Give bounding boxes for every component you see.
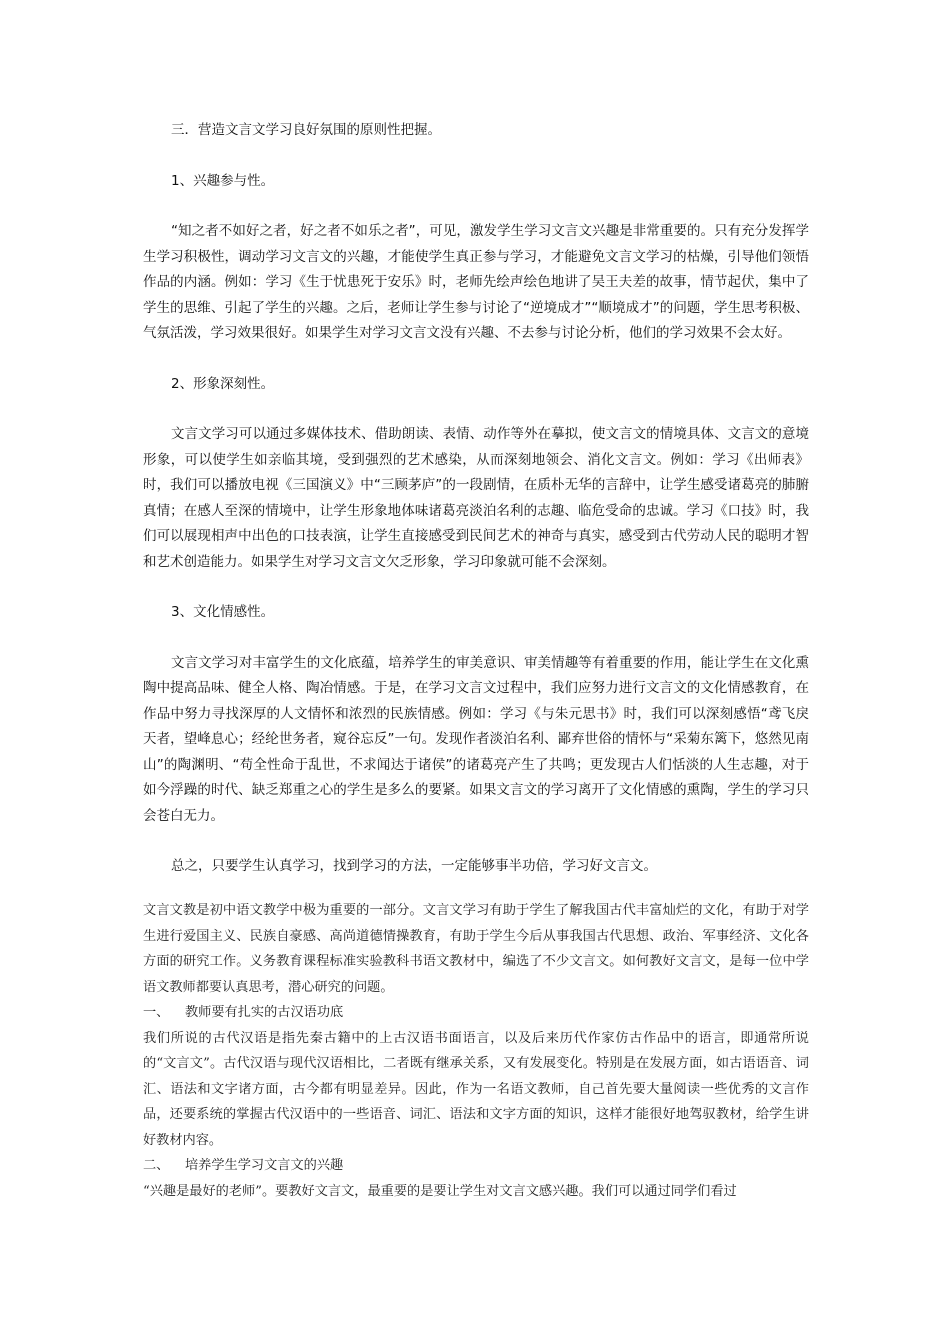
section-principles (143, 118, 809, 880)
paragraph-imagery: 文言文学习可以通过多媒体技术、借助朗读、表情、动作等外在摹拟，使文言文的情境具体、文言文的意境形象，可以使学生如亲临其境，受到强烈的艺术感染，从而深刻地领会、消化文言文。例如：学习《出师表》时，我们可以播放电视《三国演义》中“三顾茅庐”的一段剧情，在质朴无华的言辞中，让学生感受诸葛亮的肺腑真情；在感人至深的情境中，让学生形象地体味诸葛亮淡泊名利的志趣、临危受命的忠诚。学习《口技》时，我们可以展现相声中出色的口技表演，让学生直接感受到民间艺术的神奇与真实，感受到古代劳动人民的聪明才智和艺术创造能力。如果学生对学习文言文欠乏形象，学习印象就可能不会深刻。 (143, 426, 809, 570)
item-title-2: 培养学生学习文言文的兴趣 (185, 1158, 344, 1173)
item-heading-1 (143, 1000, 809, 1026)
item-title-1: 教师要有扎实的古汉语功底 (185, 1005, 344, 1020)
item-paragraph-1: 我们所说的古代汉语是指先秦古籍中的上古汉语书面语言，以及后来历代作家仿古作品中的语言，即通常所说的“文言文”。古代汉语与现代汉语相比，二者既有继承关系，又有发展变化。特别是在发展方面，如古语语音、词汇、语法和文字诸方面，古今都有明显差异。因此，作为一名语文教师，自己首先要大量阅读一些优秀的文言作品，还要系统的掌握古代汉语中的一些语音、词汇、语法和文字方面的知识，这样才能很好地驾驭教材，给学生讲好教材内容。 (143, 1030, 809, 1148)
item-number-1: 一、 (143, 1005, 170, 1020)
subsection-heading-imagery: 2、形象深刻性。 (171, 375, 275, 392)
section-teaching (143, 898, 809, 1204)
paragraph-interest: “知之者不如好之者，好之者不如乐之者”，可见，激发学生学习文言文兴趣是非常重要的。只有充分发挥学生学习积极性，调动学习文言文的兴趣，才能使学生真正参与学习，才能避免文言文学习的枯燥，引导他们领悟作品的内涵。例如：学习《生于忧患死于安乐》时，老师先绘声绘色地讲了吴王夫差的故事，情节起伏，集中了学生的思维、引起了学生的兴趣。之后，老师让学生参与讨论了“逆境成才”“顺境成才”的问题，学生思考积极、气氛活泼，学习效果很好。如果学生对学习文言文没有兴趣、不去参与讨论分析，他们的学习效果不会太好。 (143, 223, 809, 341)
summary-paragraph: 总之，只要学生认真学习，找到学习的方法，一定能够事半功倍，学习好文言文。 (171, 858, 657, 874)
subsection-heading-interest: 1、兴趣参与性。 (171, 172, 275, 189)
subsection-heading-culture: 3、文化情感性。 (171, 604, 275, 620)
section-title: 三．营造文言文学习良好氛围的原则性把握。 (171, 122, 441, 138)
intro-paragraph: 文言文教是初中语文教学中极为重要的一部分。文言文学习有助于学生了解我国古代丰富灿烂的文化，有助于对学生进行爱国主义、民族自豪感、高尚道德情操教育，有助于学生今后从事我国古代思想、政治、军事经济、文化各方面的研究工作。义务教育课程标准实验教科书语文教材中，编选了不少文言文。如何教好文言文，是每一位中学语文教师都要认真思考，潜心研究的问题。 (143, 903, 809, 995)
paragraph-culture: 文言文学习对丰富学生的文化底蕴，培养学生的审美意识、审美情趣等有着重要的作用，能让学生在文化熏陶中提高品味、健全人格、陶冶情感。于是，在学习文言文过程中，我们应努力进行文言文的文化情感教育，在作品中努力寻找深厚的人文情怀和浓烈的民族情感。例如：学习《与朱元思书》时，我们可以深刻感悟“鸢飞戾天者，望峰息心；经纶世务者，窥谷忘反”一句。发现作者淡泊名利、鄙弃世俗的情怀与“采菊东篱下，悠然见南山”的陶渊明、“苟全性命于乱世，不求闻达于诸侯”的诸葛亮产生了共鸣；更发现古人们恬淡的人生志趣，对于如今浮躁的时代、缺乏郑重之心的学生是多么的要紧。如果文言文的学习离开了文化情感的熏陶，学生的学习只会苍白无力。 (143, 654, 809, 824)
item-heading-2 (143, 1153, 809, 1179)
item-paragraph-2: “兴趣是最好的老师”。要教好文言文，最重要的是要让学生对文言文感兴趣。我们可以通过同学们看过 (143, 1183, 737, 1199)
item-number-2: 二、 (143, 1158, 170, 1173)
